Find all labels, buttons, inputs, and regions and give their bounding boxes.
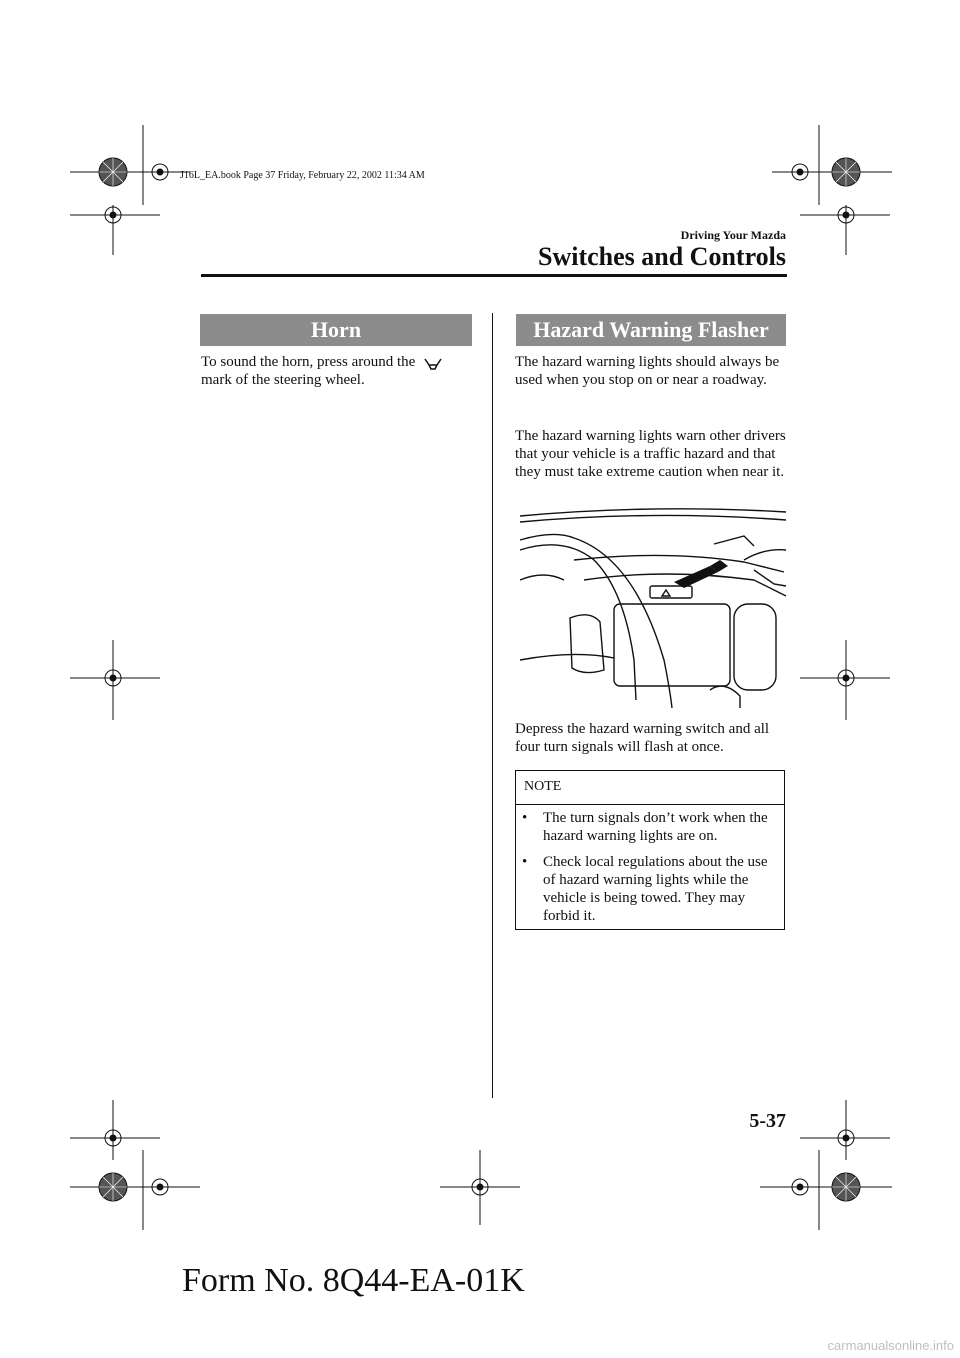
note-item (522, 853, 777, 925)
horn-heading: Horn (200, 314, 472, 346)
watermark: carmanualsonline.info (827, 1338, 954, 1353)
header-rule (201, 274, 787, 277)
horn-text-part1: To sound the horn, press around the (201, 354, 416, 370)
form-number: Form No. 8Q44-EA-01K (182, 1262, 525, 1299)
note-item-text: Check local regulations about the use of hazard warning lights while the vehicle is being towed. They may forbid it. (543, 854, 768, 924)
note-item-text: The turn signals don’t work when the hazard warning lights are on. (543, 810, 768, 844)
bullet-icon: • (522, 854, 528, 870)
hazard-paragraph-1: The hazard warning lights should always be used when you stop on or near a roadway. (515, 354, 780, 388)
bullet-icon: • (522, 810, 528, 826)
section-title: Driving Your Mazda (680, 228, 786, 242)
note-title: NOTE (524, 779, 562, 794)
note-item (522, 809, 777, 845)
hazard-switch-illustration (514, 500, 790, 708)
note-divider (516, 804, 784, 805)
horn-text-part2: mark of the steering wheel. (201, 372, 365, 388)
hazard-paragraph-3: Depress the hazard warning switch and all four turn signals will flash at once. (515, 721, 770, 755)
print-info: J16L_EA.book Page 37 Friday, February 22, 2002 11:34 AM (180, 170, 425, 181)
horn-mark-icon (423, 357, 443, 369)
chapter-title: Switches and Controls (537, 242, 786, 271)
horn-instructions (201, 353, 476, 389)
hazard-heading: Hazard Warning Flasher (516, 314, 786, 346)
column-divider (492, 313, 493, 1098)
page-number: 5-37 (749, 1110, 786, 1132)
hazard-paragraph-2: The hazard warning lights warn other drivers that your vehicle is a traffic hazard and that they must take extreme caution when near it. (515, 428, 786, 480)
note-box (515, 770, 785, 930)
